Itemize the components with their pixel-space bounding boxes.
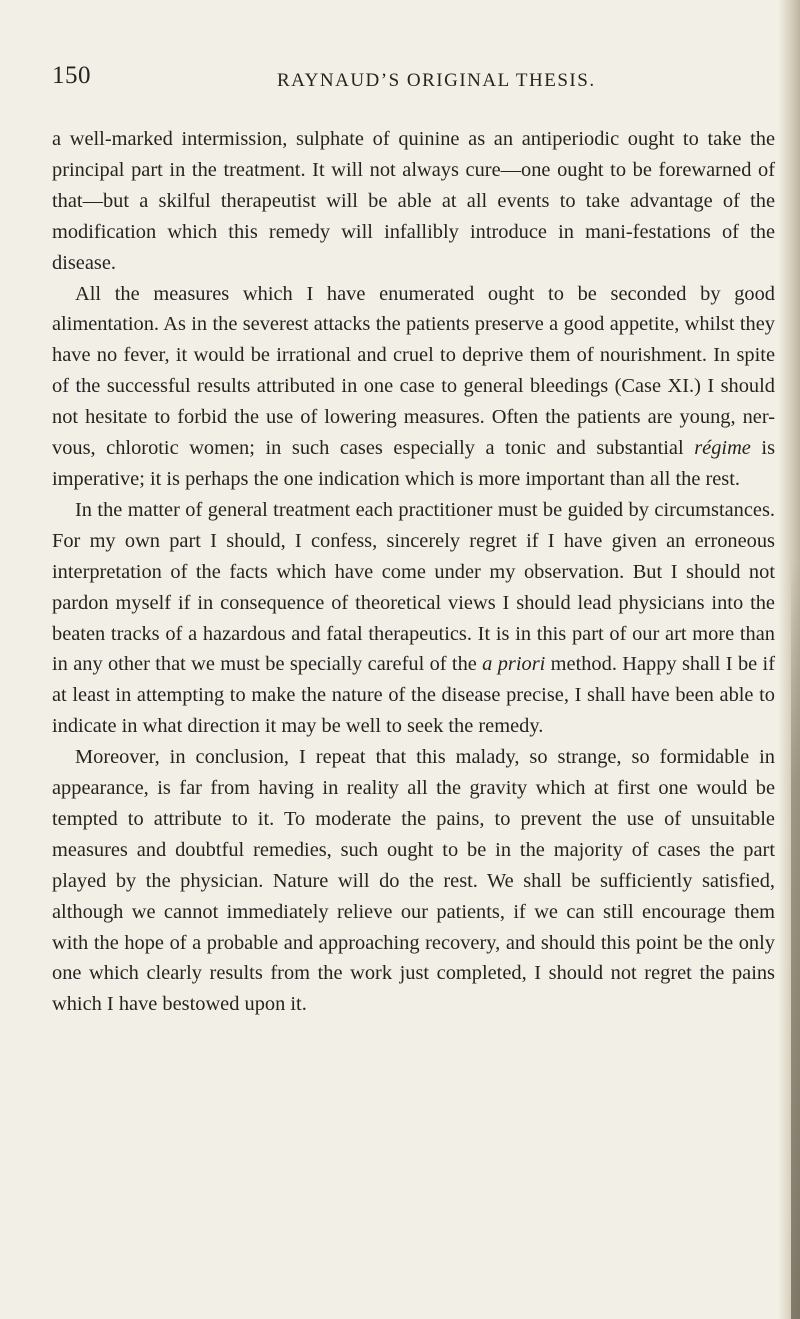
paragraph-intermission-quinine [52,124,775,279]
paragraph-text: In the matter of general treatment each practitioner must be guided by circumstances. For my own part I should, I confess, sincerely regret if I have given an erroneous interpretation of the facts which have come under my observation. But I should not pardon myself if in consequence of theoretical views I should lead physicians into the beaten tracks of a hazardous and fatal therapeutics. It is in this part of our art more than in any other that we must be specially careful of the [52,498,775,676]
page-number: 150 [52,62,91,89]
running-head: RAYNAUD’S ORIGINAL THESIS. [277,70,596,91]
paragraph-text: is imperative; it is perhaps the one indication which is more important than all the rest. [52,437,776,490]
paragraph-text: All the measures which I have enumerated ought to be seconded by good alimentation. As in the severest attacks the patients preserve a good appetite, whilst they have no fever, it would be irrational and cruel to deprive them of nourishment. In spite of the successful results attributed in one case to general bleedings (Case XI.) I should not hesitate to forbid the use of lowering measures. Often the patients are young, ner-vous, chlorotic women; in such cases especially a tonic and substantial [52,282,775,460]
paragraph-text: Moreover, in conclusion, I repeat that this malady, so strange, so formidable in appearance, is far from having in reality all the gravity which at first one would be tempted to attribute to it. To moderate the pains, to prevent the use of unsuitable measures and doubtful remedies, such ought to be in the majority of cases the part played by the physician. Nature will do the rest. We shall be sufficiently satisfied, although we cannot immediately relieve our patients, if we can still encourage them with the hope of a probable and approaching recovery, and should this point be the only one which clearly results from the work just completed, I should not regret the pains which I have bestowed upon it. [52,746,775,1016]
paragraph-text: method. Happy shall I be if at least in attempting to make the nature of the disease precise, I shall have been able to indicate in what direction it may be well to seek the remedy. [52,653,775,738]
body-text [52,124,775,1020]
italic-term-a-priori: a priori [482,653,546,676]
paragraph-general-treatment [52,495,775,742]
paragraph-conclusion [52,742,775,1020]
italic-term-regime: régime [694,437,751,460]
page-binding-shadow [791,560,800,1319]
paragraph-text: a well-marked intermission, sulphate of quinine as an antiperiodic ought to take the principal part in the treatment. It will not always cure—one ought to be forewarned of that—but a skilful therapeutist will be able at all events to take advantage of the modification which this remedy will infallibly introduce in mani-festations of the disease. [52,128,775,274]
paragraph-alimentation [52,279,775,495]
